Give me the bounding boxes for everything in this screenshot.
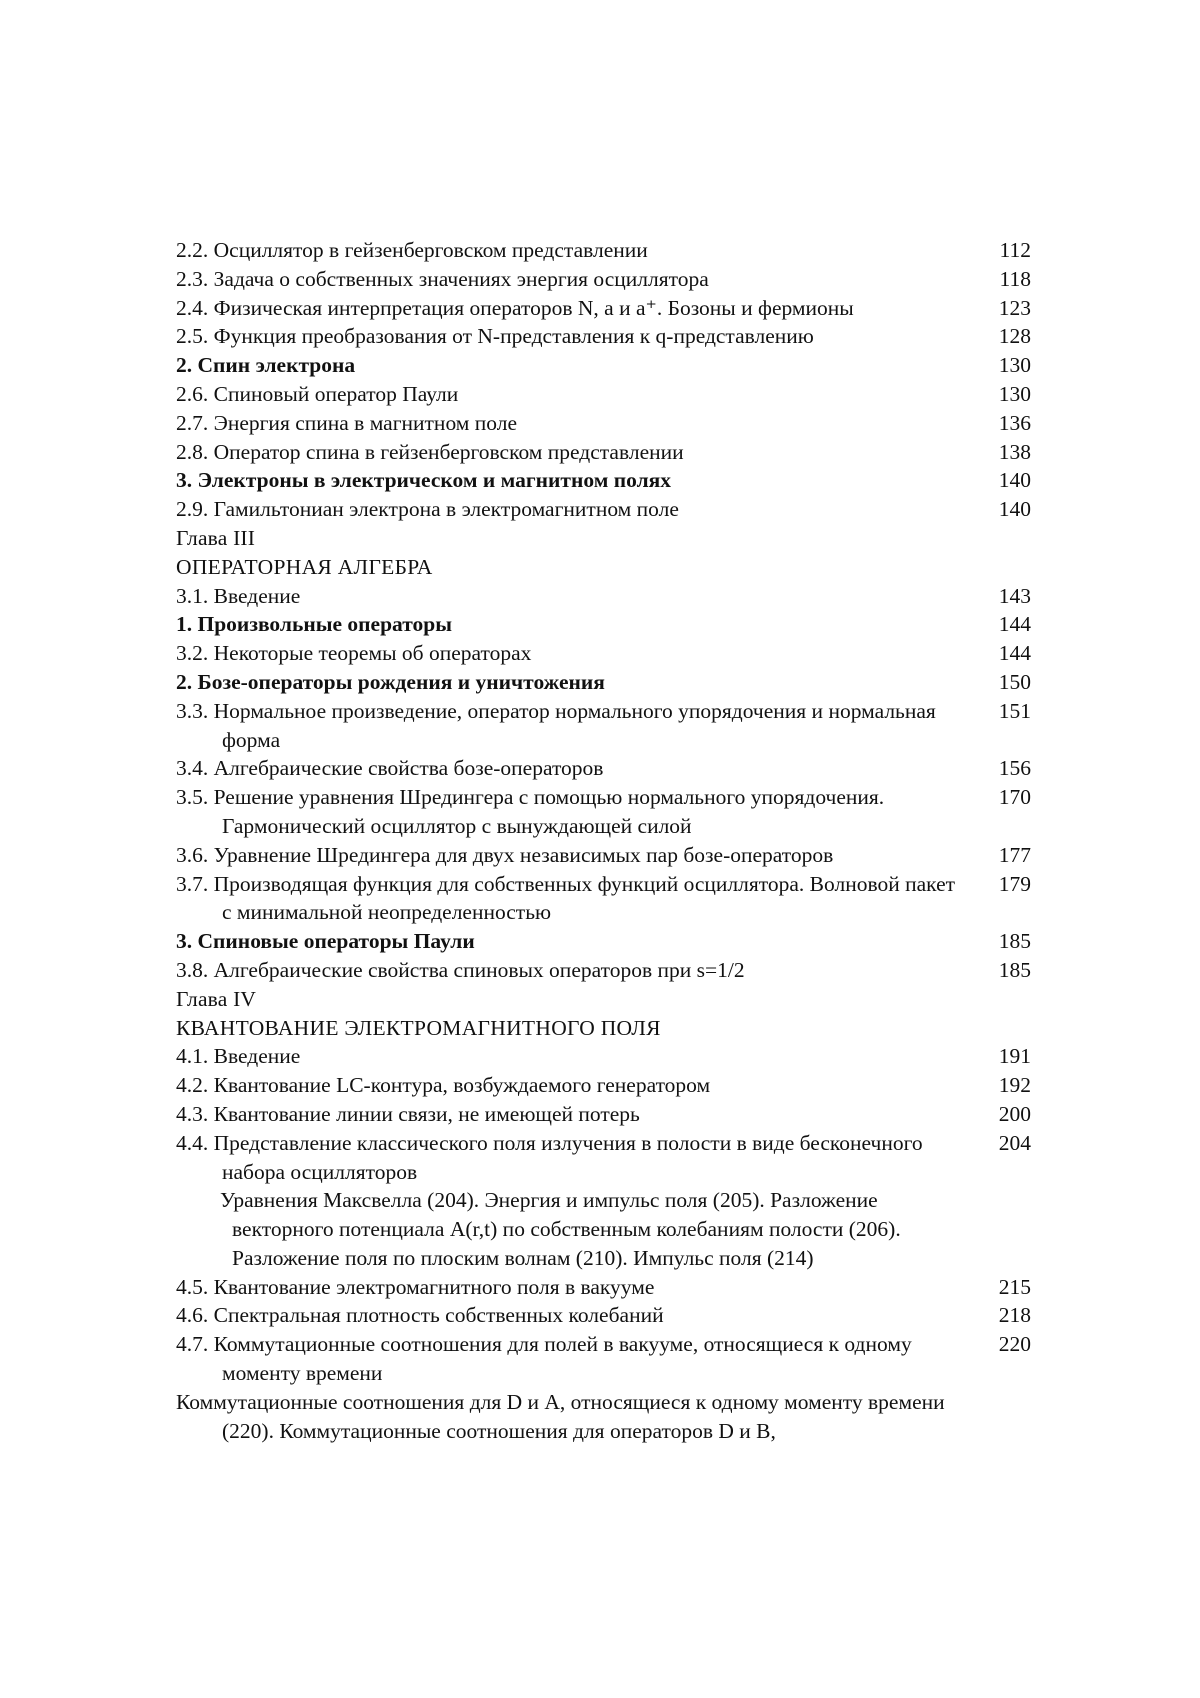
toc-entry <box>176 1301 1031 1330</box>
toc-entry <box>176 697 1031 755</box>
toc-entry <box>176 409 1031 438</box>
toc-page-number: 156 <box>998 756 1031 781</box>
toc-entry <box>176 754 1031 783</box>
toc-entry <box>176 956 1031 985</box>
toc-page-number: 136 <box>998 410 1031 435</box>
toc-entry <box>176 236 1031 265</box>
toc-entry <box>176 639 1031 668</box>
toc-page-number: 179 <box>998 871 1031 896</box>
toc-entry <box>176 870 1031 928</box>
toc-entry <box>176 380 1031 409</box>
chapter-label <box>176 985 1031 1014</box>
toc-entry-text: 2.8. Оператор спина в гейзенберговском представлении <box>176 439 684 464</box>
toc-entry-text: Уравнения Максвелла (204). Энергия и импульс поля (205). Разложение векторного потенциала A(r,t) по собственным колебаниям полости (206). Разложение поля по плоским волнам (210). Импульс поля (214) <box>220 1188 901 1270</box>
toc-entry <box>176 1071 1031 1100</box>
toc-page-number: 192 <box>998 1073 1031 1098</box>
toc-page-number: 130 <box>998 353 1031 378</box>
toc-entry <box>176 841 1031 870</box>
table-of-contents <box>176 236 1031 1445</box>
chapter-title <box>176 553 1031 582</box>
toc-entry <box>176 294 1031 323</box>
toc-entry-text: 2.2. Осциллятор в гейзенберговском представлении <box>176 238 648 262</box>
toc-entry-text: 3.6. Уравнение Шредингера для двух независимых пар бозе-операторов <box>176 842 834 867</box>
toc-entry-text: 3.5. Решение уравнения Шредингера с помощью нормального упорядочения. Гармонический осциллятор с вынуждающей силой <box>176 785 885 838</box>
toc-page-number: 200 <box>998 1101 1031 1126</box>
toc-page-number: 140 <box>998 468 1031 493</box>
toc-page-number: 185 <box>998 929 1031 954</box>
toc-entry-text: 2.9. Гамильтониан электрона в электромагнитном поле <box>176 497 679 522</box>
toc-entry-text: 3.1. Введение <box>176 583 301 608</box>
toc-page-number: 191 <box>998 1044 1031 1069</box>
toc-entry-text: 4.5. Квантование электромагнитного поля в вакууме <box>176 1274 655 1299</box>
chapter-label <box>176 524 1031 553</box>
toc-entry-text: КВАНТОВАНИЕ ЭЛЕКТРОМАГНИТНОГО ПОЛЯ <box>176 1015 661 1040</box>
toc-page-number: 218 <box>998 1303 1031 1328</box>
toc-entry-text: 3.7. Производящая функция для собственных функций осциллятора. Волновой пакет с минимальной неопределенностью <box>176 871 956 925</box>
toc-page-number: 138 <box>998 439 1031 464</box>
toc-entry-text: 2.6. Спиновый оператор Паули <box>176 381 459 406</box>
toc-entry <box>176 1042 1031 1071</box>
toc-page-number: 151 <box>998 698 1031 723</box>
toc-page-number: 144 <box>998 612 1031 637</box>
toc-entry <box>176 783 1031 841</box>
toc-entry <box>176 1100 1031 1129</box>
toc-entry <box>176 438 1031 467</box>
toc-entry <box>176 265 1031 294</box>
toc-page-number: 140 <box>998 497 1031 522</box>
toc-page-number: 112 <box>999 238 1031 262</box>
toc-page-number: 143 <box>998 583 1031 608</box>
toc-page-number: 220 <box>998 1332 1031 1357</box>
toc-page-number: 144 <box>998 641 1031 666</box>
toc-entry-text: 2.3. Задача о собственных значениях энергия осциллятора <box>176 266 709 291</box>
toc-page-number: 118 <box>999 266 1031 291</box>
toc-entry-text: 4.3. Квантование линии связи, не имеющей потерь <box>176 1101 640 1126</box>
toc-entry-text: Коммутационные соотношения для D и A, относящиеся к одному моменту времени (220). Коммутационные соотношения для операторов D и B, <box>176 1389 945 1443</box>
toc-entry <box>176 322 1031 351</box>
toc-entry-text: Глава III <box>176 525 256 550</box>
toc-entry-text: 2.7. Энергия спина в магнитном поле <box>176 410 518 435</box>
toc-entry-text: 4.4. Представление классического поля излучения в полости в виде бесконечного набора осцилляторов <box>176 1130 923 1184</box>
toc-entry-text: 4.7. Коммутационные соотношения для полей в вакууме, относящиеся к одному моменту времени <box>176 1332 912 1386</box>
toc-section-heading <box>176 927 1031 956</box>
toc-section-heading <box>176 610 1031 639</box>
toc-page-number: 150 <box>998 669 1031 694</box>
toc-page-number: 177 <box>998 842 1031 867</box>
toc-section-heading <box>176 668 1031 697</box>
toc-entry-text: Глава IV <box>176 986 257 1011</box>
toc-page-number: 185 <box>998 957 1031 982</box>
toc-entry <box>176 495 1031 524</box>
toc-entry-text: 4.1. Введение <box>176 1044 301 1069</box>
toc-section-heading <box>176 351 1031 380</box>
chapter-title <box>176 1014 1031 1043</box>
toc-entry-text: 2.5. Функция преобразования от N-представления к q-представлению <box>176 324 814 349</box>
toc-entry-text: 3. Спиновые операторы Паули <box>176 929 475 954</box>
toc-entry-description <box>176 1388 1031 1446</box>
toc-entry <box>176 582 1031 611</box>
toc-entry-text: 3.4. Алгебраические свойства бозе-операторов <box>176 756 604 781</box>
toc-page-number: 204 <box>998 1130 1031 1155</box>
toc-entry-text: 3.2. Некоторые теоремы об операторах <box>176 641 532 666</box>
toc-entry-text: 2. Бозе-операторы рождения и уничтожения <box>176 669 605 694</box>
toc-page-number: 130 <box>998 381 1031 406</box>
toc-entry <box>176 1129 1031 1187</box>
toc-page-number: 215 <box>998 1274 1031 1299</box>
toc-entry <box>176 1273 1031 1302</box>
toc-entry-text: 2. Спин электрона <box>176 353 356 378</box>
toc-entry-text: 1. Произвольные операторы <box>176 612 453 637</box>
toc-page-number: 123 <box>998 295 1031 320</box>
toc-entry-text: 3.3. Нормальное произведение, оператор нормального упорядочения и нормальная форма <box>176 698 936 752</box>
toc-entry-text: 4.2. Квантование LC-контура, возбуждаемого генератором <box>176 1073 711 1098</box>
toc-entry <box>176 1330 1031 1388</box>
toc-entry-text: 3. Электроны в электрическом и магнитном полях <box>176 468 672 493</box>
toc-entry-description <box>176 1186 1031 1272</box>
toc-page-number: 170 <box>998 785 1031 810</box>
toc-entry-text: 2.4. Физическая интерпретация операторов N, a и a⁺. Бозоны и фермионы <box>176 295 854 320</box>
toc-entry-text: 3.8. Алгебраические свойства спиновых операторов при s=1/2 <box>176 957 745 982</box>
toc-entry-text: ОПЕРАТОРНАЯ АЛГЕБРА <box>176 554 433 579</box>
toc-page-number: 128 <box>998 324 1031 349</box>
toc-section-heading <box>176 466 1031 495</box>
toc-entry-text: 4.6. Спектральная плотность собственных колебаний <box>176 1303 664 1328</box>
